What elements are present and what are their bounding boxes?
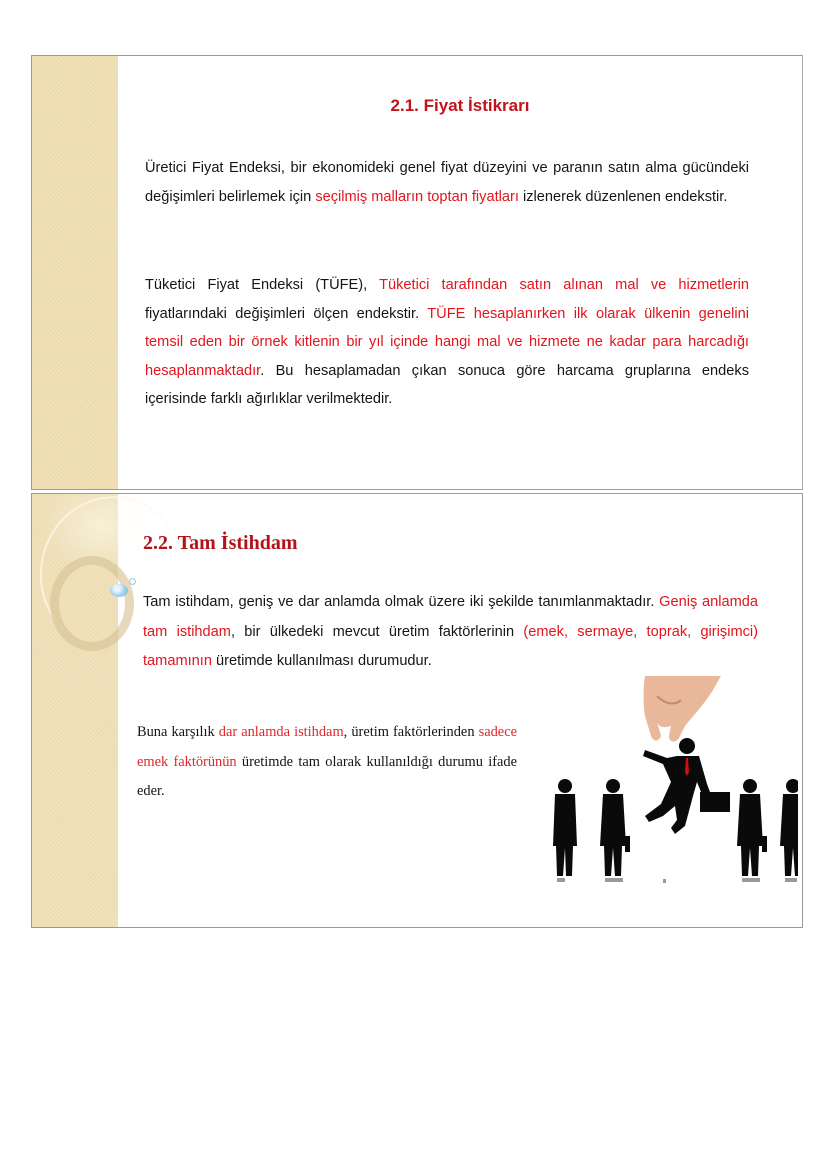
highlighted-text: (emek, sermaye, toprak, girişimci) tamamının <box>143 623 758 669</box>
slide-fiyat-istikrari <box>31 55 803 490</box>
small-bubble-icon <box>129 578 136 585</box>
highlighted-text: sadece emek faktörünün <box>137 724 517 770</box>
paragraph-dar-anlamda <box>137 718 517 807</box>
jumping-businessman-icon <box>643 738 730 834</box>
paragraph-tufe <box>145 271 749 414</box>
hand-icon <box>644 676 722 742</box>
text-run: , bir ülkedeki mevcut üretim faktörlerinin <box>230 623 524 640</box>
text-run: Tam istihdam, geniş ve dar anlamda olmak üzere iki şekilde tanımlanmaktadır. <box>143 594 660 610</box>
text-run: . Bu hesaplamadan çıkan sonuca göre harcama gruplarına endeks içerisinde farklı ağırlıklar verilmektedir. <box>145 362 749 408</box>
decorative-side-strip <box>32 494 118 927</box>
decorative-ring-icon <box>50 556 134 651</box>
paragraph-genis-anlamda <box>143 588 758 677</box>
highlighted-text: dar anlamda istihdam <box>218 724 344 740</box>
paragraph-ufe <box>145 154 749 211</box>
slide-title: 2.2. Tam İstihdam <box>143 532 298 554</box>
bubble-icon <box>110 584 128 597</box>
highlighted-text: seçilmiş malların toptan fiyatları <box>315 188 519 205</box>
text-run: Üretici Fiyat Endeksi, bir ekonomideki genel fiyat düzeyini ve paranın satın alma gücündeki değişimleri belirlemek için <box>145 160 749 205</box>
slide-title: 2.1. Fiyat İstikrarı <box>390 96 530 115</box>
highlighted-text: Geniş anlamda tam istihdam <box>143 594 758 640</box>
text-run: üretimde kullanılması durumudur. <box>211 653 432 669</box>
decorative-side-strip <box>32 56 118 489</box>
slide-tam-istihdam <box>31 493 803 928</box>
text-run: Buna karşılık <box>137 724 219 740</box>
businessman-selection-illustration <box>553 676 798 888</box>
highlighted-text: Tüketici tarafından satın alınan mal ve hizmetlerin <box>379 277 749 293</box>
text-run: fiyatlarındaki değişimleri ölçen endekstir. <box>145 305 428 322</box>
text-run: Tüketici Fiyat Endeksi (TÜFE), <box>145 277 380 293</box>
text-run: üretimde tam olarak kullanıldığı durumu ifade eder. <box>137 753 517 799</box>
highlighted-text: TÜFE hesaplanırken ilk olarak ülkenin genelini temsil eden bir örnek kitlenin bir yıl içinde hangi mal ve hizmete ne kadar para harcadığı hesaplanmaktadır <box>145 305 749 379</box>
text-run: , üretim faktörlerinden <box>343 724 479 740</box>
text-run: izlenerek düzenlenen endekstir. <box>518 188 728 205</box>
